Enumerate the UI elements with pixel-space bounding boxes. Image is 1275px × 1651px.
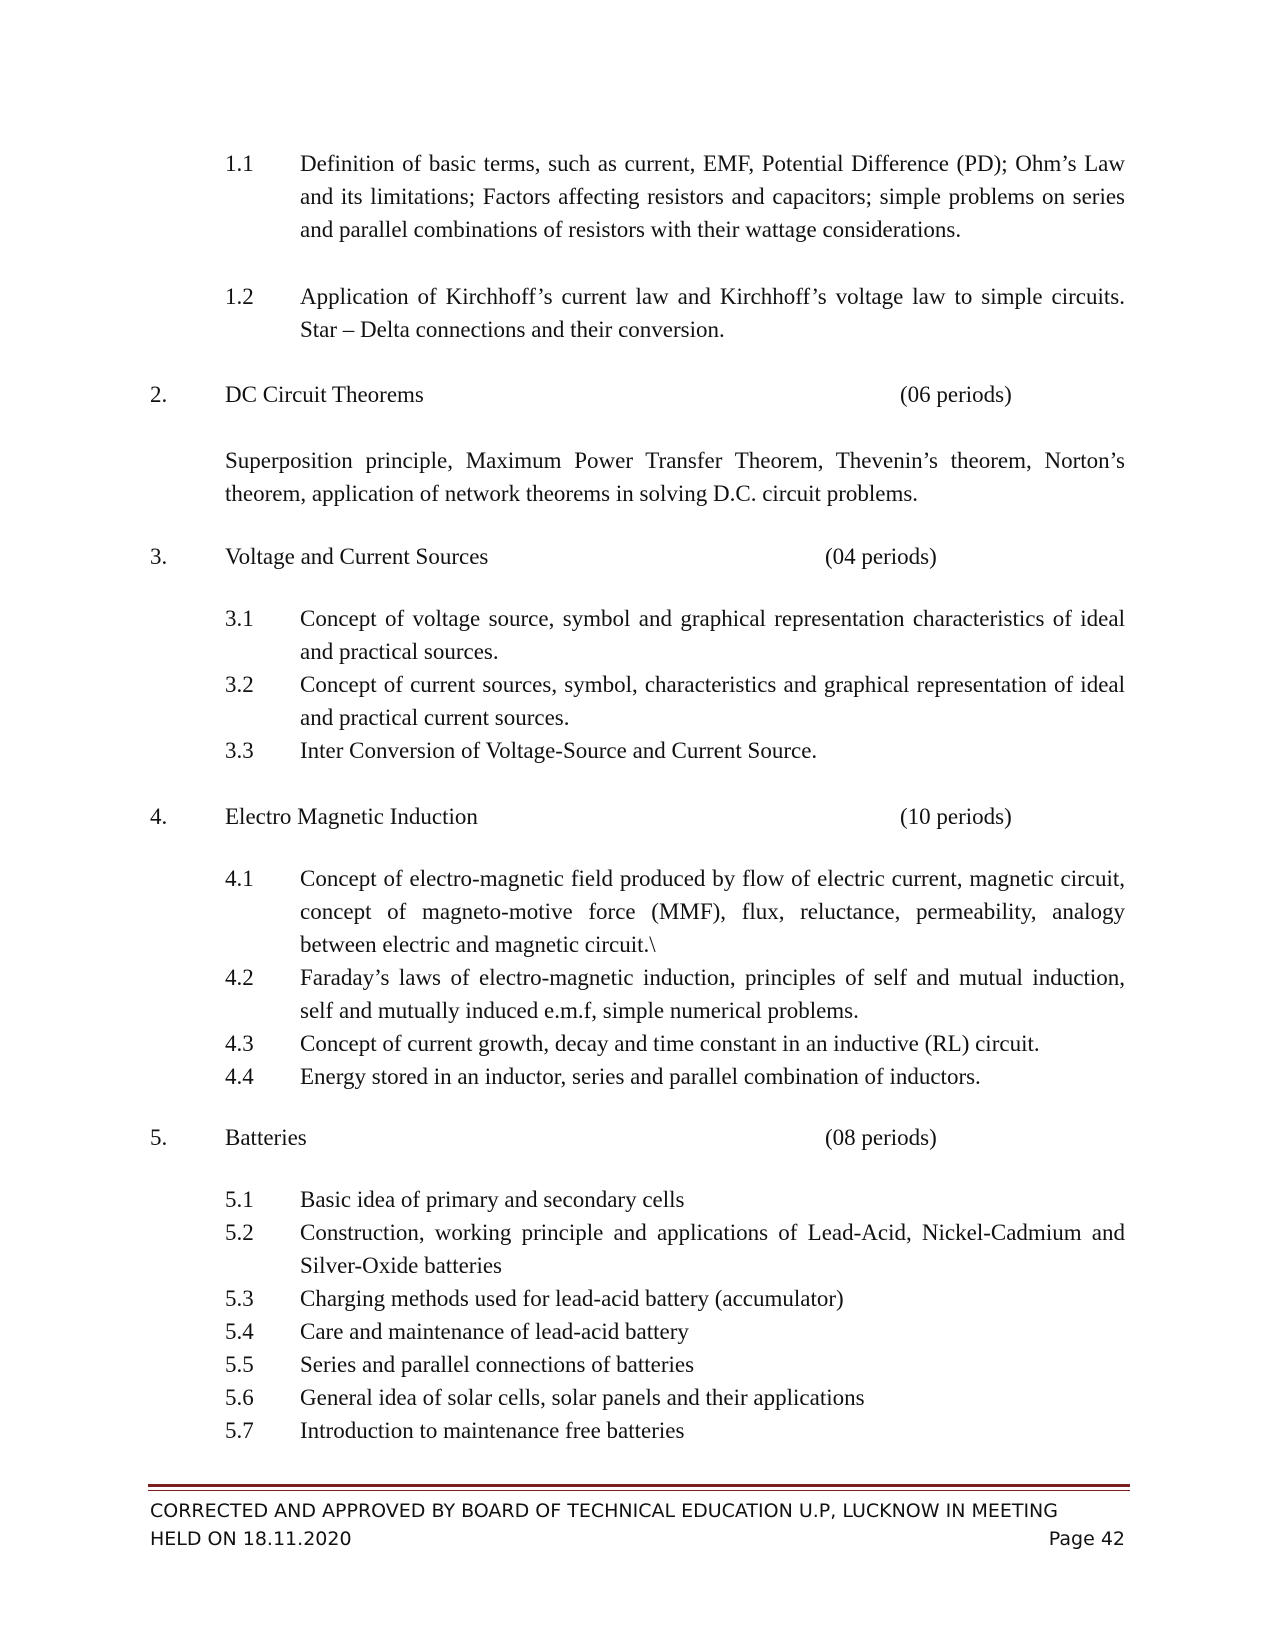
item-text: Concept of voltage source, symbol and graphical representation characteristics of ideal and practical sources.	[300, 606, 1125, 664]
list-item	[225, 147, 1125, 279]
section-periods: (06 periods)	[900, 382, 1012, 407]
item-number: 3.2	[225, 672, 254, 697]
item-text: Construction, working principle and applications of Lead-Acid, Nickel-Cadmium and Silver-Oxide batteries	[300, 1220, 1125, 1278]
item-text: Introduction to maintenance free batteries	[300, 1418, 685, 1443]
section-title: Voltage and Current Sources	[225, 544, 489, 569]
section-paragraph: Superposition principle, Maximum Power Transfer Theorem, Thevenin’s theorem, Norton’s theorem, application of network theorems in solving D.C. circuit problems.	[225, 448, 1125, 506]
item-number: 1.1	[225, 151, 254, 176]
item-text: Definition of basic terms, such as current, EMF, Potential Difference (PD); Ohm’s Law and its limitations; Factors affecting resistors and capacitors; simple problems on series and parallel combinations of resistors with their wattage considerations.	[300, 151, 1125, 242]
item-number: 3.3	[225, 738, 254, 763]
item-text: Concept of current sources, symbol, characteristics and graphical representation of ideal and practical current sources.	[300, 672, 1125, 730]
section-periods: (04 periods)	[825, 544, 937, 569]
item-text: Series and parallel connections of batteries	[300, 1352, 695, 1377]
item-text: Inter Conversion of Voltage-Source and Current Source.	[300, 738, 818, 763]
section-number: 3.	[150, 544, 168, 569]
item-text: Concept of current growth, decay and time constant in an inductive (RL) circuit.	[300, 1031, 1040, 1056]
section-number: 5.	[150, 1125, 168, 1150]
item-text: Charging methods used for lead-acid battery (accumulator)	[300, 1286, 844, 1311]
section-number: 4.	[150, 804, 168, 829]
section-periods: (10 periods)	[900, 804, 1012, 829]
footer-date-line: HELD ON 18.11.2020	[150, 1528, 352, 1550]
item-text: Faraday’s laws of electro-magnetic induction, principles of self and mutual induction, self and mutually induced e.m.f, simple numerical problems.	[300, 965, 1125, 1023]
item-text: General idea of solar cells, solar panels and their applications	[300, 1385, 865, 1410]
section-number: 2.	[150, 382, 168, 407]
section-heading	[150, 540, 1125, 573]
item-number: 4.1	[225, 866, 254, 891]
item-number: 5.6	[225, 1385, 254, 1410]
page-footer	[150, 1497, 1125, 1553]
list-item	[225, 280, 1125, 346]
item-text: Concept of electro-magnetic field produced by flow of electric current, magnetic circuit, concept of magneto-motive force (MMF), flux, reluctance, permeability, analogy between electric and magnetic circuit.\	[300, 866, 1125, 957]
footer-divider-thin	[148, 1490, 1130, 1491]
item-number: 5.2	[225, 1220, 254, 1245]
item-number: 5.3	[225, 1286, 254, 1311]
page-number: Page 42	[1048, 1528, 1125, 1550]
item-number: 5.1	[225, 1187, 254, 1212]
section-title: Electro Magnetic Induction	[225, 804, 478, 829]
item-number: 5.4	[225, 1319, 254, 1344]
section-title: DC Circuit Theorems	[225, 382, 424, 407]
section-title: Batteries	[225, 1125, 307, 1150]
item-number: 3.1	[225, 606, 254, 631]
section-heading	[150, 378, 1125, 411]
item-text: Energy stored in an inductor, series and parallel combination of inductors.	[300, 1064, 981, 1089]
item-text: Application of Kirchhoff’s current law and Kirchhoff’s voltage law to simple circuits. Star – Delta connections and their conversion.	[300, 284, 1125, 342]
item-number: 5.5	[225, 1352, 254, 1377]
footer-approval-line: CORRECTED AND APPROVED BY BOARD OF TECHNICAL EDUCATION U.P, LUCKNOW IN MEETING	[150, 1500, 1058, 1522]
section-heading	[150, 800, 1125, 833]
item-number: 4.3	[225, 1031, 254, 1056]
item-text: Care and maintenance of lead-acid battery	[300, 1319, 689, 1344]
item-number: 5.7	[225, 1418, 254, 1443]
item-text: Basic idea of primary and secondary cells	[300, 1187, 685, 1212]
section-periods: (08 periods)	[825, 1125, 937, 1150]
item-number: 1.2	[225, 284, 254, 309]
section-heading	[150, 1121, 1125, 1154]
item-number: 4.4	[225, 1064, 254, 1089]
item-number: 4.2	[225, 965, 254, 990]
footer-divider	[148, 1484, 1130, 1487]
